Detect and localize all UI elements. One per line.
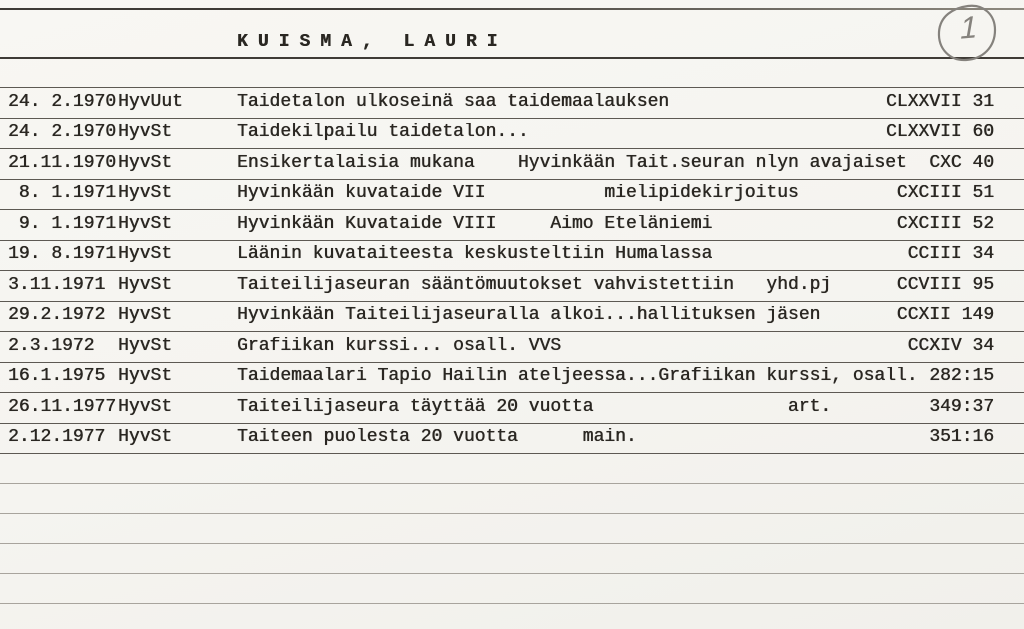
empty-ruled-row bbox=[0, 574, 1024, 604]
entry-title: Ensikertalaisia mukana Hyvinkään Tait.seuran nlyn avajaiset bbox=[237, 153, 907, 172]
entries-table bbox=[0, 88, 1024, 604]
entry-source: HyvSt bbox=[118, 396, 173, 417]
entry-date: 2.3.1972 bbox=[8, 335, 95, 356]
empty-ruled-row bbox=[0, 544, 1024, 574]
entry-ref: CCVIII 95 bbox=[896, 274, 994, 295]
table-row bbox=[0, 424, 1024, 455]
table-row bbox=[0, 302, 1024, 333]
entry-ref: CXCIII 51 bbox=[896, 183, 994, 203]
entry-ref: CXC 40 bbox=[929, 152, 994, 173]
top-margin bbox=[0, 0, 1024, 8]
entry-ref: CLXXVII 31 bbox=[885, 91, 994, 112]
entry-ref: 282:15 bbox=[929, 366, 994, 386]
entry-source: HyvUut bbox=[118, 91, 183, 112]
table-row bbox=[0, 88, 1024, 119]
entry-ref: CCXIV 34 bbox=[907, 335, 994, 356]
entry-ref: CXCIII 52 bbox=[896, 213, 994, 234]
table-row bbox=[0, 363, 1024, 394]
entry-source: HyvSt bbox=[118, 122, 173, 142]
empty-ruled-row bbox=[0, 484, 1024, 514]
entry-date: 3.11.1971 bbox=[8, 274, 106, 295]
entry-title: Hyvinkään kuvataide VII mielipidekirjoitus bbox=[237, 184, 799, 202]
entry-date: 16.1.1975 bbox=[8, 366, 106, 386]
entry-title: Taidetalon ulkoseinä saa taidemaalauksen bbox=[237, 92, 670, 111]
empty-ruled-row bbox=[0, 454, 1024, 484]
entry-date: 26.11.1977 bbox=[8, 396, 117, 417]
table-row bbox=[0, 210, 1024, 241]
entry-title: Läänin kuvataiteesta keskusteltiin Humalassa bbox=[237, 245, 713, 263]
entry-source: HyvSt bbox=[118, 335, 173, 356]
entry-source: HyvSt bbox=[118, 274, 173, 295]
entry-source: HyvSt bbox=[118, 305, 173, 325]
entry-source: HyvSt bbox=[118, 244, 173, 264]
table-row bbox=[0, 393, 1024, 424]
entry-title: Taiteilijaseuran sääntömuutokset vahvistettiin yhd.pj bbox=[237, 275, 832, 294]
page-title: KUISMA, LAURI bbox=[237, 32, 508, 52]
entry-date: 29.2.1972 bbox=[8, 305, 106, 325]
table-row bbox=[0, 241, 1024, 272]
entry-title: Taiteilijaseura täyttää 20 vuotta art. bbox=[237, 397, 832, 416]
page-number: 1 bbox=[959, 9, 978, 46]
entry-ref: CCIII 34 bbox=[907, 244, 994, 264]
entry-date: 19. 8.1971 bbox=[8, 244, 117, 264]
entry-title: Taidemaalari Tapio Hailin ateljeessa...Grafiikan kurssi, osall. bbox=[237, 367, 918, 385]
entry-date: 24. 2.1970 bbox=[8, 91, 117, 112]
table-row bbox=[0, 149, 1024, 180]
entry-ref: CLXXVII 60 bbox=[885, 122, 994, 142]
entry-title: Grafiikan kurssi... osall. VVS bbox=[237, 336, 562, 355]
entry-ref: 351:16 bbox=[929, 427, 994, 447]
entry-title: Hyvinkään Taiteilijaseuralla alkoi...hallituksen jäsen bbox=[237, 306, 821, 324]
page-annotation bbox=[930, 2, 1004, 64]
table-row bbox=[0, 332, 1024, 363]
table-row bbox=[0, 119, 1024, 150]
entry-source: HyvSt bbox=[118, 213, 173, 234]
table-row bbox=[0, 271, 1024, 302]
entry-date: 2.12.1977 bbox=[8, 427, 106, 447]
entry-source: HyvSt bbox=[118, 366, 173, 386]
header-gap-row bbox=[0, 59, 1024, 88]
entry-date: 24. 2.1970 bbox=[8, 122, 117, 142]
entry-source: HyvSt bbox=[118, 427, 173, 447]
entry-date: 21.11.1970 bbox=[8, 152, 117, 173]
entry-date: 9. 1.1971 bbox=[8, 213, 117, 234]
entry-ref: 349:37 bbox=[929, 396, 994, 417]
entry-source: HyvSt bbox=[118, 183, 173, 203]
entry-title: Taiteen puolesta 20 vuotta main. bbox=[237, 428, 637, 446]
entry-date: 8. 1.1971 bbox=[8, 183, 117, 203]
entry-title: Taidekilpailu taidetalon... bbox=[237, 123, 529, 141]
entry-ref: CCXII 149 bbox=[896, 305, 994, 325]
entry-title: Hyvinkään Kuvataide VIII Aimo Eteläniemi bbox=[237, 214, 713, 233]
card-header bbox=[0, 10, 1024, 59]
entry-source: HyvSt bbox=[118, 152, 173, 173]
table-row bbox=[0, 180, 1024, 211]
empty-ruled-row bbox=[0, 514, 1024, 544]
